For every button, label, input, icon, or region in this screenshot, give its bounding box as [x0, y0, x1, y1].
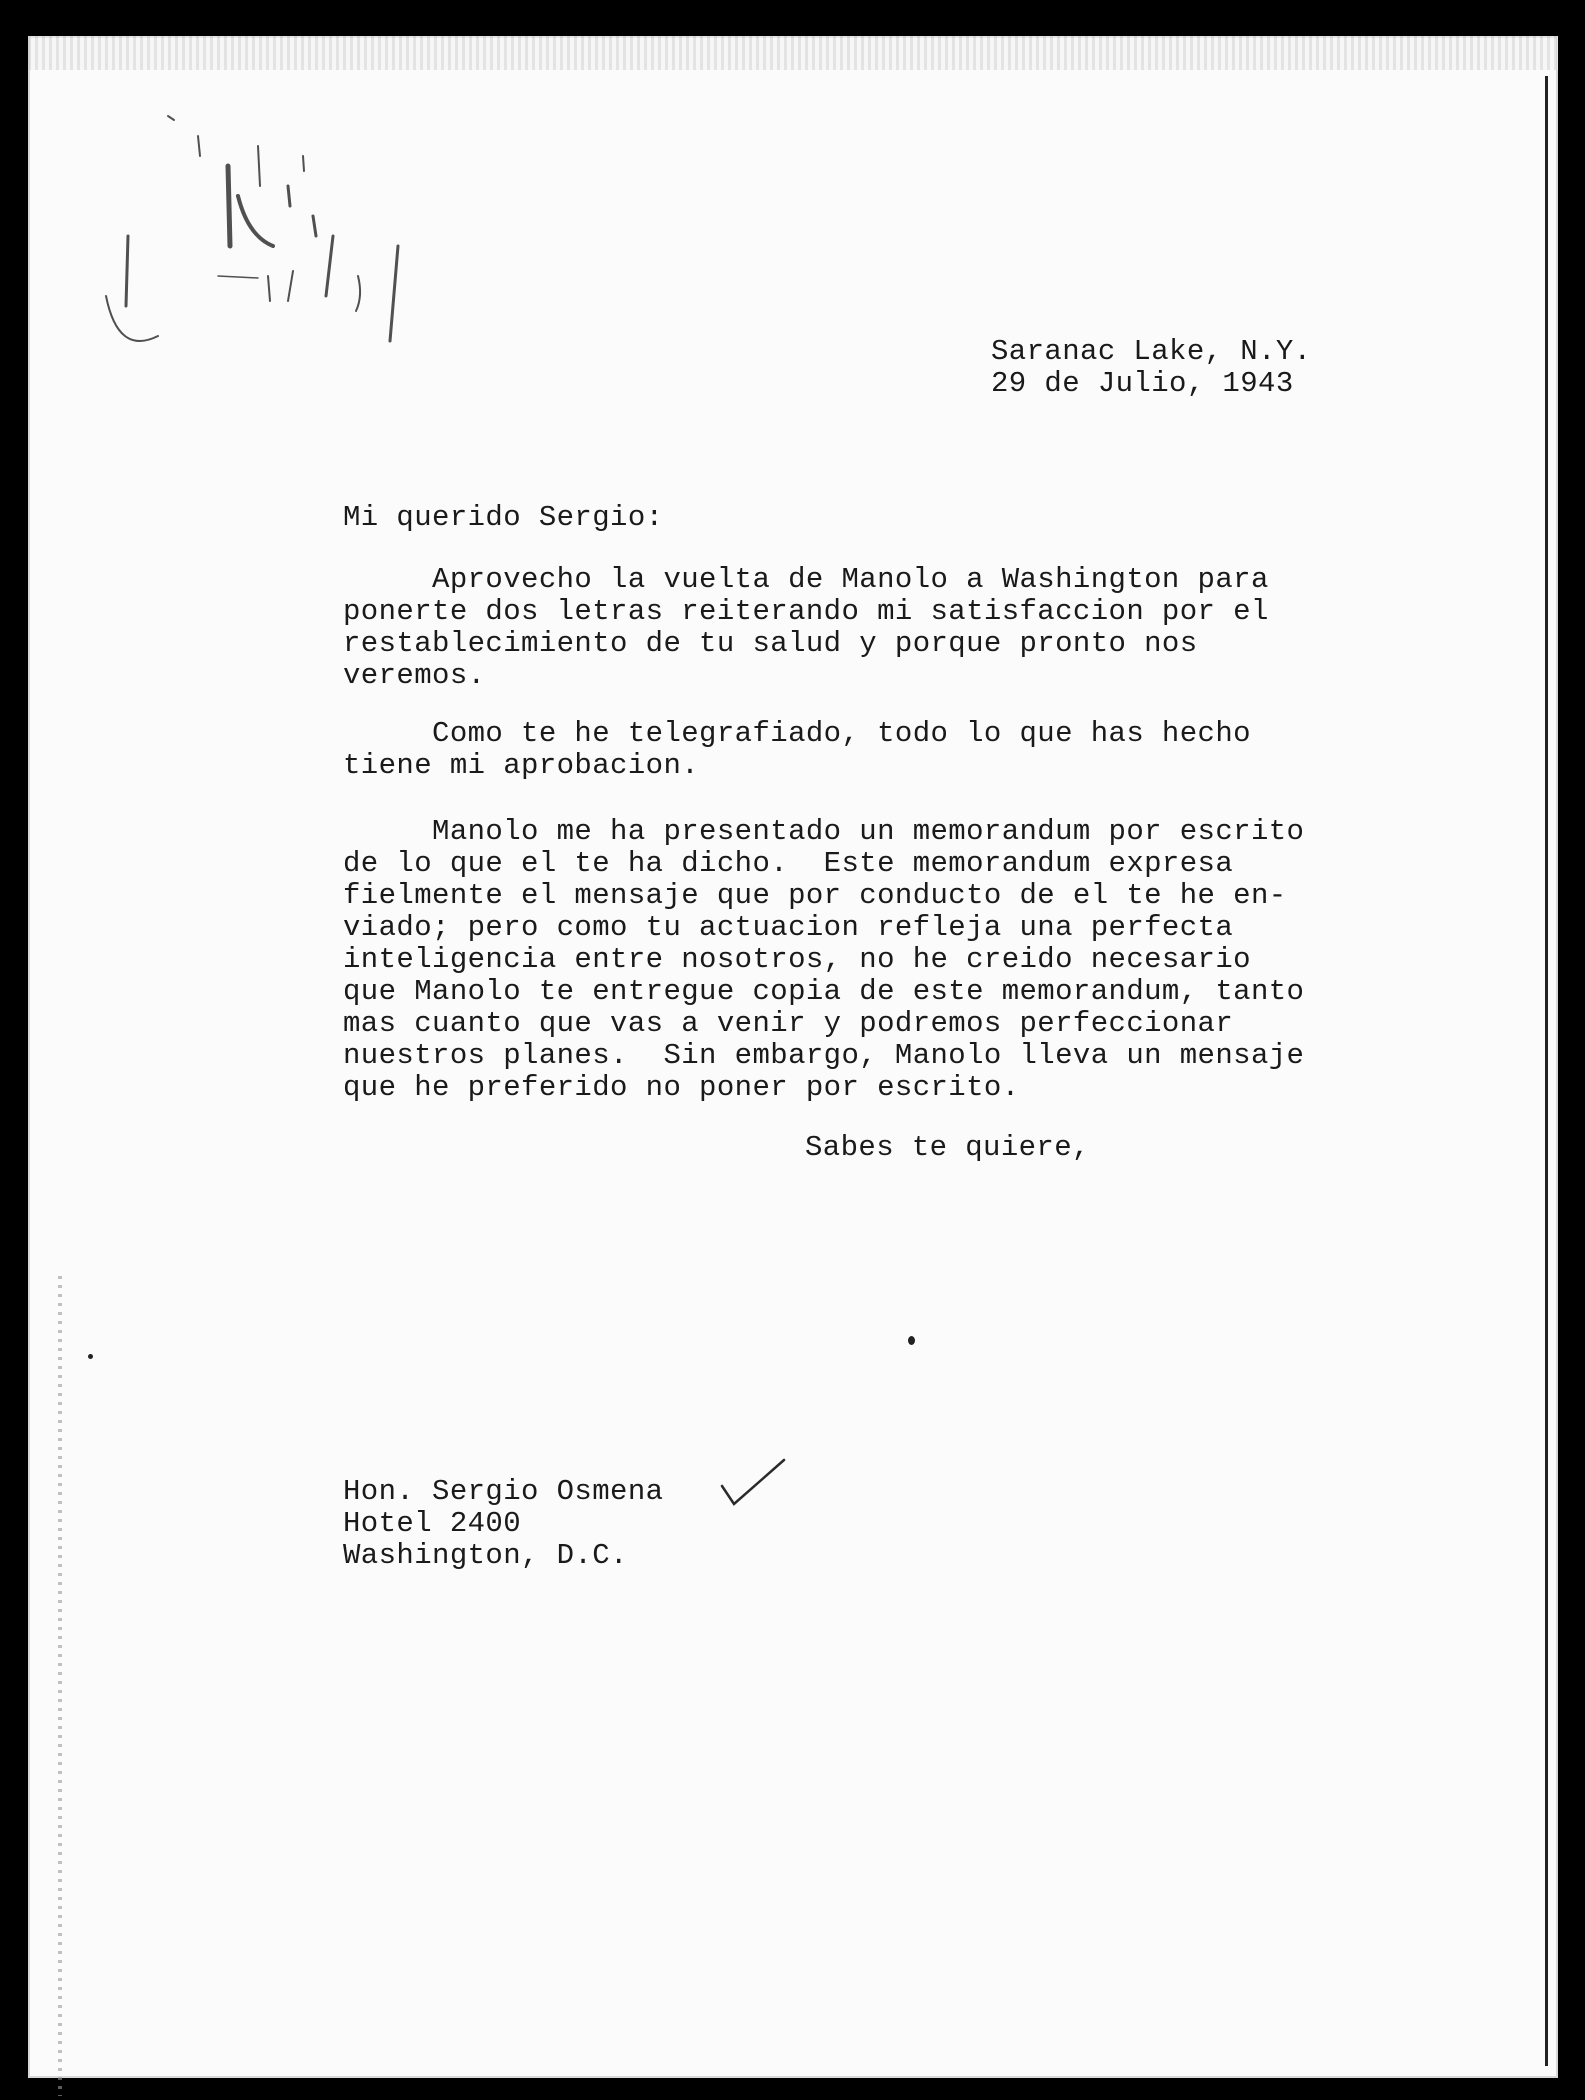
paragraph-line: ponerte dos letras reiterando mi satisfaccion por el [343, 595, 1269, 628]
faded-stamp-mark [58, 96, 418, 376]
paragraph-line: Manolo me ha presentado un memorandum por escrito [343, 815, 1305, 848]
paper-right-edge [1545, 76, 1548, 2066]
paragraph-line: tiene mi aprobacion. [343, 749, 700, 782]
ink-speck [908, 1336, 915, 1345]
paragraph-line: veremos. [343, 659, 486, 692]
salutation: Mi querido Sergio: [343, 501, 664, 534]
place-and-date [991, 336, 1311, 400]
ink-speck [88, 1354, 93, 1359]
paragraph-line: mas cuanto que vas a venir y podremos perfeccionar [343, 1007, 1234, 1040]
letter-place: Saranac Lake, N.Y. [991, 335, 1312, 368]
address-line: Washington, D.C. [343, 1539, 628, 1572]
closing-line: Sabes te quiere, [805, 1131, 1090, 1164]
paragraph-line: viado; pero como tu actuacion refleja una perfecta [343, 911, 1234, 944]
letter-page [28, 36, 1558, 2078]
address-line: Hotel 2400 [343, 1507, 522, 1540]
paragraph-line: que Manolo te entregue copia de este memorandum, tanto [343, 975, 1305, 1008]
body-paragraph-3 [343, 816, 1304, 1104]
paper-top-edge [28, 36, 1558, 70]
paragraph-line: fielmente el mensaje que por conducto de el te he en- [343, 879, 1287, 912]
address-line: Hon. Sergio Osmena [343, 1475, 664, 1508]
checkmark-icon [718, 1456, 788, 1516]
paragraph-line: Aprovecho la vuelta de Manolo a Washington para [343, 563, 1269, 596]
letter-date: 29 de Julio, 1943 [991, 367, 1294, 400]
recipient-address [343, 1476, 663, 1572]
paragraph-line: que he preferido no poner por escrito. [343, 1071, 1020, 1104]
paragraph-line: Como te he telegrafiado, todo lo que has hecho [343, 717, 1251, 750]
paragraph-line: restablecimiento de tu salud y porque pronto nos [343, 627, 1198, 660]
paragraph-line: nuestros planes. Sin embargo, Manolo lleva un mensaje [343, 1039, 1305, 1072]
body-paragraph-1 [343, 564, 1269, 692]
paragraph-line: de lo que el te ha dicho. Este memorandum expresa [343, 847, 1234, 880]
body-paragraph-2 [343, 718, 1251, 782]
paragraph-line: inteligencia entre nosotros, no he creido necesario [343, 943, 1251, 976]
margin-speckle [58, 1276, 62, 2096]
